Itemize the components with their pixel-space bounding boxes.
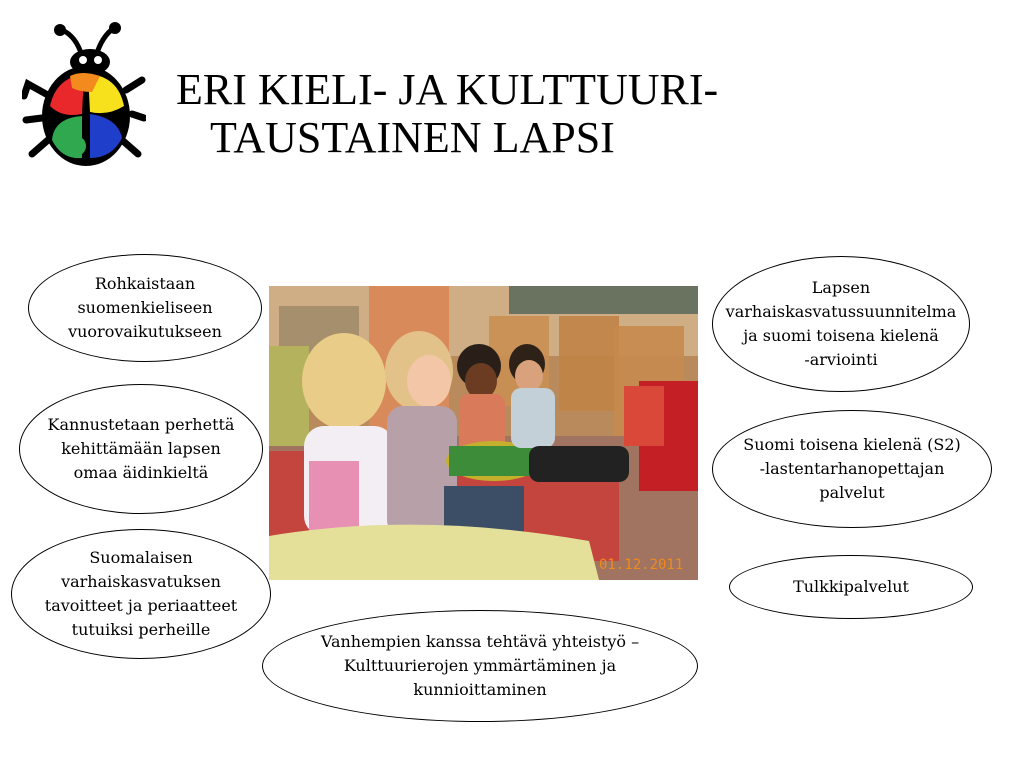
title-line-2: TAUSTAINEN LAPSI <box>210 113 615 162</box>
bubble-text-line: Kannustetaan perhettä <box>47 415 235 434</box>
bubble-text-line: -arviointi <box>804 350 878 369</box>
bubble-text-line: vuorovaikutukseen <box>68 322 222 341</box>
bubble-text-line: Suomalaisen <box>89 548 193 567</box>
bubble-text-line: Vanhempien kanssa tehtävä yhteistyö – <box>320 632 640 651</box>
bubble-interpreter-services <box>729 555 973 619</box>
bubble-text-line: Lapsen <box>811 278 871 297</box>
slide-title <box>176 66 936 162</box>
bubble-text-line: varhaiskasvatussuunnitelma <box>725 302 957 321</box>
title-line-1: ERI KIELI- JA KULTTUURI- <box>176 65 719 114</box>
bubble-text-line: omaa äidinkieltä <box>73 463 209 482</box>
bubble-text-line: Suomi toisena kielenä (S2) <box>743 435 961 454</box>
bubble-goals-for-families <box>11 529 271 659</box>
bubble-text-line: palvelut <box>819 483 885 502</box>
bubble-text-line: Rohkaistaan <box>94 274 196 293</box>
bubble-text-line: Tulkkipalvelut <box>793 577 909 596</box>
bubble-text-line: Kulttuurierojen ymmärtäminen ja <box>343 656 617 675</box>
bubble-text-line: -lastentarhanopettajan <box>759 459 945 478</box>
bubble-child-plan-assessment <box>712 256 970 392</box>
bubble-text-line: tutuiksi perheille <box>71 620 211 639</box>
bubble-text-line: ja suomi toisena kielenä <box>743 326 939 345</box>
bubble-s2-teacher-services <box>712 410 992 528</box>
bubble-encourage-finnish-interaction <box>28 254 262 362</box>
bubble-mother-tongue <box>19 384 263 514</box>
ladybug-logo-icon <box>22 22 146 168</box>
bubble-parent-cooperation <box>262 610 698 722</box>
bubble-text-line: tavoitteet ja periaatteet <box>44 596 238 615</box>
bubble-text-line: kehittämään lapsen <box>61 439 221 458</box>
bubble-text-line: suomenkieliseen <box>77 298 213 317</box>
bubble-text-line: varhaiskasvatuksen <box>61 572 221 591</box>
photo-date-stamp: 01.12.2011 <box>599 557 684 573</box>
bubble-text-line: kunnioittaminen <box>413 680 547 699</box>
classroom-photo <box>269 286 698 580</box>
